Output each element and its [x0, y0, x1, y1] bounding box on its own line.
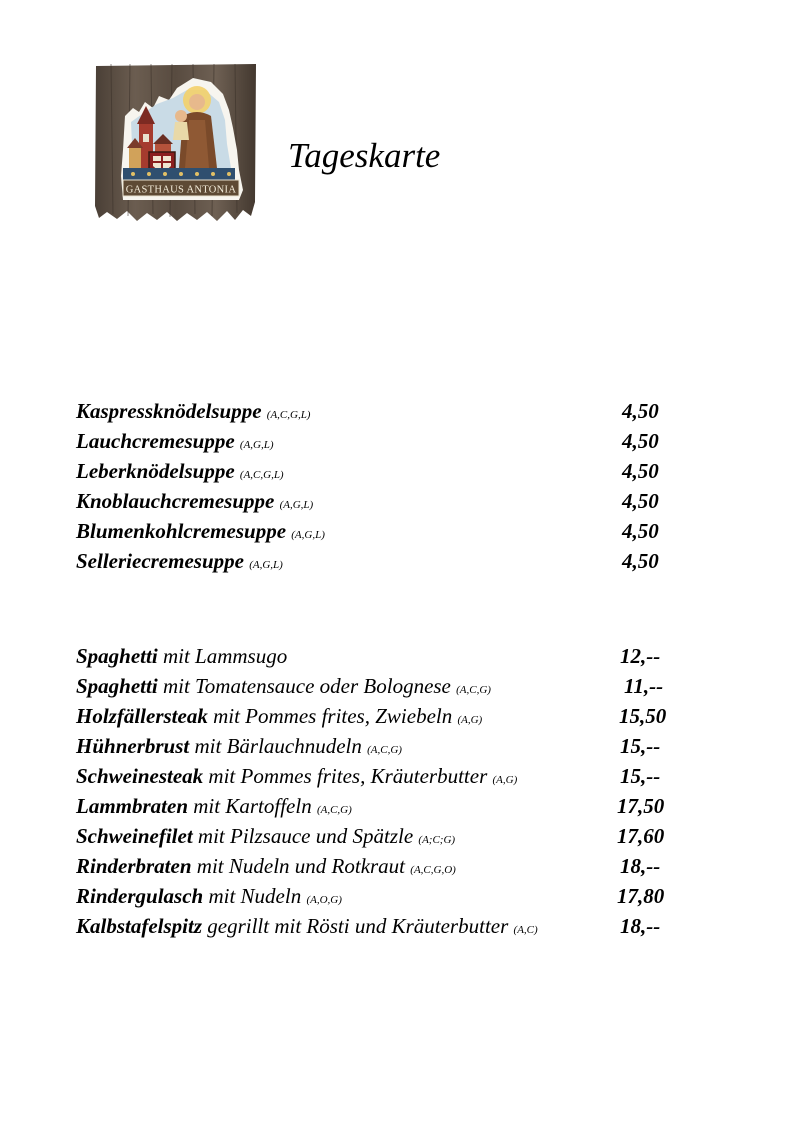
dish-description: mit Lammsugo	[157, 644, 288, 668]
main-dish-list	[76, 641, 716, 941]
dish-name: Knoblauchcremesuppe	[76, 489, 275, 513]
dish-name: Spaghetti	[76, 674, 158, 698]
allergen-codes: (A,O,G)	[306, 894, 342, 906]
dish-name: Blumenkohlcremesuppe	[76, 519, 287, 543]
dish-price: 4,50	[622, 459, 659, 483]
dish-name: Schweinesteak	[76, 764, 204, 788]
dish-description: mit Kartoffeln	[188, 794, 317, 818]
dish-description: mit Nudeln	[203, 884, 307, 908]
allergen-codes: (A,C,G)	[316, 804, 352, 816]
menu-item	[76, 791, 716, 821]
page-title: Tageskarte	[288, 136, 441, 175]
dish-description: mit Tomatensauce oder Bolognese	[157, 674, 457, 698]
dish-description: mit Pommes frites, Kräuterbutter	[203, 764, 493, 788]
dish-price: 11,--	[624, 674, 664, 698]
gasthaus-logo	[93, 64, 259, 224]
menu-item	[76, 851, 716, 881]
dish-price: 4,50	[622, 399, 659, 423]
menu-item	[76, 516, 716, 546]
dish-name: Selleriecremesuppe	[76, 549, 244, 573]
dish-price: 18,--	[620, 854, 661, 878]
allergen-codes: (A,C)	[513, 924, 538, 936]
dish-name: Leberknödelsuppe	[76, 459, 235, 483]
dish-price: 15,--	[620, 764, 661, 788]
allergen-codes: (A,G)	[492, 774, 518, 786]
dish-price: 17,60	[617, 824, 665, 848]
dish-name: Holzfällersteak	[76, 704, 208, 728]
dish-price: 17,80	[617, 884, 665, 908]
menu-item	[76, 821, 716, 851]
allergen-codes: (A,C,G)	[367, 744, 402, 756]
dish-price: 17,50	[617, 794, 665, 818]
menu-item	[76, 761, 716, 791]
menu-item	[76, 731, 716, 761]
dish-price: 12,--	[620, 644, 661, 668]
allergen-codes: (A,G,L)	[239, 439, 274, 451]
allergen-codes: (A,G,L)	[249, 559, 283, 571]
dish-name: Rinderbraten	[76, 854, 192, 878]
menu-item	[76, 911, 716, 941]
allergen-codes: (A,G,L)	[279, 499, 314, 511]
menu-item	[76, 881, 716, 911]
dish-price: 4,50	[622, 429, 659, 453]
allergen-codes: (A,C,G)	[456, 684, 491, 696]
dish-description: gegrillt mit Rösti und Kräuterbutter	[202, 914, 514, 938]
menu-item	[76, 426, 716, 456]
allergen-codes: (A;C;G)	[418, 834, 456, 846]
logo-text: GASTHAUS ANTONIA	[125, 184, 237, 196]
menu-item	[76, 671, 716, 701]
dish-name: Lauchcremesuppe	[76, 429, 235, 453]
menu-item	[76, 546, 716, 576]
menu-item	[76, 486, 716, 516]
soup-list	[76, 396, 716, 576]
dish-price: 15,--	[620, 734, 661, 758]
menu-item	[76, 396, 716, 426]
dish-name: Rindergulasch	[76, 884, 204, 908]
allergen-codes: (A,C,G,L)	[266, 409, 311, 421]
dish-description: mit Nudeln und Rotkraut	[191, 854, 411, 878]
menu-item	[76, 456, 716, 486]
dish-description: mit Bärlauchnudeln	[189, 734, 368, 758]
dish-name: Hühnerbrust	[76, 734, 190, 758]
menu-item	[76, 641, 716, 671]
dish-name: Kaspressknödelsuppe	[76, 399, 262, 423]
allergen-codes: (A,G,L)	[291, 529, 325, 541]
menu-item	[76, 701, 716, 731]
dish-price: 4,50	[622, 519, 659, 543]
dish-name: Spaghetti	[76, 644, 158, 668]
dish-price: 18,--	[620, 914, 661, 938]
dish-price: 4,50	[622, 489, 659, 513]
dish-name: Kalbstafelspitz	[76, 914, 203, 938]
dish-description: mit Pilzsauce und Spätzle	[192, 824, 419, 848]
dish-price: 15,50	[619, 704, 667, 728]
dish-name: Lammbraten	[76, 794, 189, 818]
dish-price: 4,50	[622, 549, 659, 573]
dish-name: Schweinefilet	[76, 824, 193, 848]
dish-description: mit Pommes frites, Zwiebeln	[207, 704, 458, 728]
allergen-codes: (A,C,G,O)	[410, 864, 456, 876]
allergen-codes: (A,G)	[457, 714, 483, 726]
allergen-codes: (A,C,G,L)	[239, 469, 284, 481]
